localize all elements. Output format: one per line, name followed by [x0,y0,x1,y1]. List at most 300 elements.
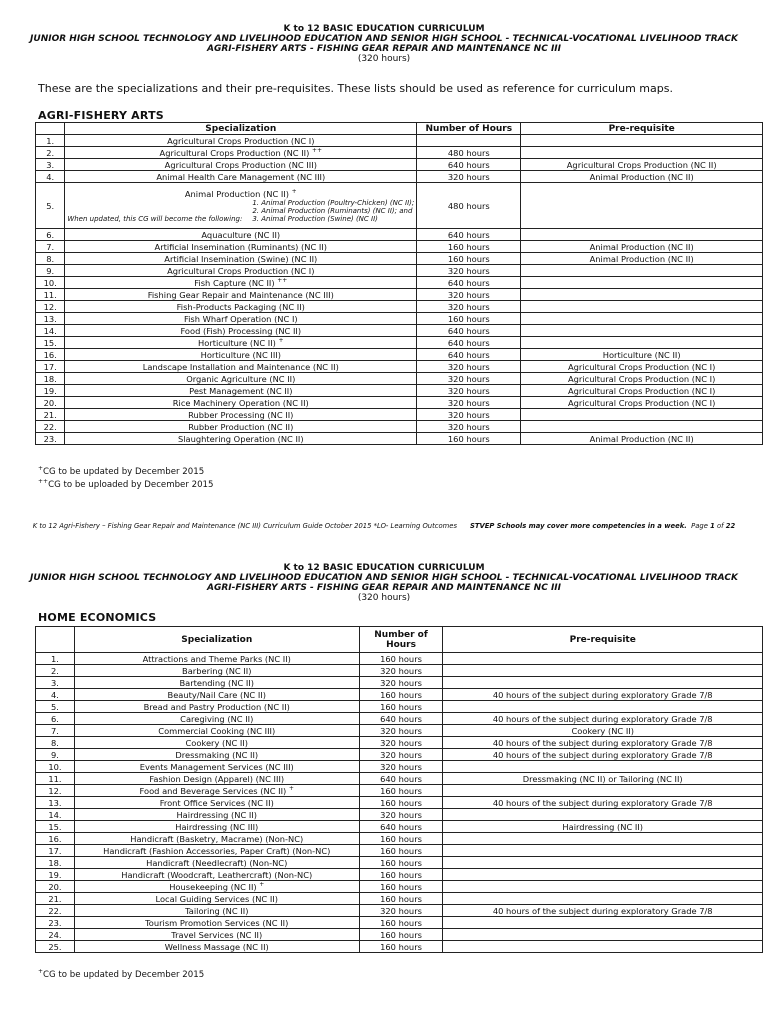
table-row [36,301,763,313]
row-number: 13. [36,313,65,325]
table-row [36,893,763,905]
prerequisite-cell: Animal Production (NC II) [521,433,763,445]
hours-cell: 640 hours [417,349,521,361]
hours-cell: 640 hours [359,713,443,725]
row-number: 20. [36,881,75,893]
specialization-cell [74,917,359,929]
row-number: 11. [36,289,65,301]
specialization-cell [74,893,359,905]
prerequisite-cell [521,183,763,229]
prerequisite-cell [443,869,763,881]
row-number: 14. [36,809,75,821]
footnote-mark: + [259,880,265,888]
table-row [36,337,763,349]
specialization-cell [65,301,417,313]
row-number: 1. [36,135,65,147]
row-number: 5. [36,183,65,229]
table-row [36,385,763,397]
specialization-name: Rice Machinery Operation (NC II) [172,397,309,408]
hours-cell: 320 hours [417,289,521,301]
document-header-page-2 [0,563,768,603]
specialization-name: Handicraft (Basketry, Macrame) (Non-NC) [130,833,304,844]
prerequisite-cell [443,785,763,797]
hours-cell [417,135,521,147]
row-number: 8. [36,253,65,265]
row-number: 3. [36,677,75,689]
section-title-agri-fishery: AGRI-FISHERY ARTS [38,109,164,122]
row-number: 12. [36,785,75,797]
hours-cell: 160 hours [359,689,443,701]
hours-cell: 160 hours [359,845,443,857]
specialization-name: Pest Management (NC II) [189,385,293,396]
hours-cell: 160 hours [359,857,443,869]
prerequisite-cell: 40 hours of the subject during exploratory Grade 7/8 [443,797,763,809]
prerequisite-cell: Horticulture (NC II) [521,349,763,361]
row-number: 6. [36,229,65,241]
row-number: 24. [36,929,75,941]
home-economics-rows [36,653,763,953]
specialization-name: Fashion Design (Apparel) (NC III) [149,773,285,784]
specialization-cell [65,147,417,159]
specialization-name: Wellness Massage (NC II) [164,941,269,952]
specialization-cell [74,821,359,833]
column-header-number [36,123,65,135]
footnote-mark: + [291,187,297,195]
table-row [36,737,763,749]
specialization-name: Organic Agriculture (NC II) [186,373,296,384]
hours-cell: 160 hours [359,869,443,881]
specialization-cell [74,677,359,689]
specialization-name: Caregiving (NC II) [180,713,254,724]
row-number: 2. [36,665,75,677]
header-line-3: AGRI-FISHERY ARTS - FISHING GEAR REPAIR AND MAINTENANCE NC III [206,583,562,593]
specialization-name: Agricultural Crops Production (NC II) [159,147,310,158]
hours-cell: 640 hours [417,277,521,289]
hours-cell: 320 hours [359,749,443,761]
hours-cell: 640 hours [359,773,443,785]
row-number: 13. [36,797,75,809]
prerequisite-cell [443,881,763,893]
specialization-cell [65,229,417,241]
table-row [36,881,763,893]
header-hours: (320 hours) [357,54,411,64]
prerequisite-cell: 40 hours of the subject during exploratory Grade 7/8 [443,737,763,749]
header-line-3: AGRI-FISHERY ARTS - FISHING GEAR REPAIR AND MAINTENANCE NC III [206,44,562,54]
table-row [36,929,763,941]
document-header [0,24,768,64]
specialization-cell [74,665,359,677]
table-row [36,845,763,857]
table-row [36,701,763,713]
specialization-name: Agricultural Crops Production (NC III) [164,159,317,170]
row-number: 9. [36,265,65,277]
row-number: 22. [36,421,65,433]
sub-specialization-item: 2. Animal Production (Ruminants) (NC II); and [252,206,413,215]
prerequisite-cell [443,665,763,677]
sub-specialization-list [242,199,414,223]
specialization-cell [65,397,417,409]
table-row [36,421,763,433]
footnote-uploaded [38,480,213,490]
row-number: 23. [36,433,65,445]
table-row [36,653,763,665]
prerequisite-cell [521,265,763,277]
specialization-name: Front Office Services (NC II) [159,797,274,808]
prerequisite-cell [443,833,763,845]
hours-cell: 160 hours [417,241,521,253]
footnote-text: CG to be updated by December 2015 [43,467,205,477]
hours-cell: 640 hours [417,229,521,241]
row-number: 18. [36,373,65,385]
table-row [36,713,763,725]
prerequisite-cell [443,761,763,773]
hours-cell: 320 hours [417,421,521,433]
row-number: 19. [36,385,65,397]
table-row [36,797,763,809]
row-number: 4. [36,689,75,701]
specialization-name: Artificial Insemination (Swine) (NC II) [164,253,318,264]
specialization-cell [65,171,417,183]
hours-cell: 320 hours [417,301,521,313]
prerequisite-cell: 40 hours of the subject during exploratory Grade 7/8 [443,713,763,725]
specialization-cell [74,713,359,725]
hours-cell: 160 hours [359,797,443,809]
specialization-cell [65,325,417,337]
specialization-cell [74,749,359,761]
table-row [36,677,763,689]
sub-specialization-item: 1. Animal Production (Poultry-Chicken) (NC II); [252,198,415,207]
prerequisite-cell: 40 hours of the subject during exploratory Grade 7/8 [443,689,763,701]
column-header-prerequisite: Pre-requisite [443,627,763,653]
table-row [36,349,763,361]
table-row [36,833,763,845]
specialization-cell [65,421,417,433]
specialization-name: Fish Capture (NC II) [194,277,275,288]
specialization-cell [65,361,417,373]
specialization-name: Commercial Cooking (NC III) [158,725,276,736]
specialization-cell [74,869,359,881]
prerequisite-cell [521,135,763,147]
footnote-mark: ++ [277,276,288,284]
section-title-home-economics: HOME ECONOMICS [38,611,157,624]
prerequisite-cell [443,929,763,941]
table-header-row [36,627,763,653]
hours-cell: 320 hours [417,361,521,373]
specialization-name: Agricultural Crops Production (NC I) [167,265,315,276]
table-row [36,361,763,373]
row-number: 21. [36,893,75,905]
specialization-cell [65,409,417,421]
table-row [36,809,763,821]
header-line-2: JUNIOR HIGH SCHOOL TECHNOLOGY AND LIVELIHOOD EDUCATION AND SENIOR HIGH SCHOOL - TECHNICAL-VOCATIONAL LIVELIHOOD TRACK [30,573,738,583]
specialization-cell [65,289,417,301]
row-number: 7. [36,725,75,737]
specialization-name: Animal Production (NC II) [184,188,290,199]
page-footer [0,522,768,530]
prerequisite-cell: Hairdressing (NC II) [443,821,763,833]
row-number: 16. [36,349,65,361]
hours-cell: 320 hours [359,737,443,749]
row-number: 7. [36,241,65,253]
table-row [36,433,763,445]
footer-page-number: 1 [710,522,715,530]
prerequisite-cell [521,337,763,349]
table-row [36,409,763,421]
hours-cell: 160 hours [417,253,521,265]
specialization-cell [74,833,359,845]
table-row [36,917,763,929]
hours-cell: 160 hours [359,917,443,929]
table-row [36,905,763,917]
header-hours: (320 hours) [357,593,411,603]
row-number: 12. [36,301,65,313]
specialization-cell [65,313,417,325]
row-number: 10. [36,761,75,773]
prerequisite-cell: Agricultural Crops Production (NC I) [521,397,763,409]
note-text: When updated, this CG will become the following: [67,214,243,223]
prerequisite-cell [443,845,763,857]
table-row [36,171,763,183]
specialization-name: Tourism Promotion Services (NC II) [145,917,289,928]
table-row [36,773,763,785]
table-row [36,785,763,797]
prerequisite-cell [443,653,763,665]
sub-specialization-item: 3. Animal Production (Swine) (NC II) [252,214,378,223]
specialization-name: Aquaculture (NC II) [201,229,281,240]
specialization-cell [74,689,359,701]
prerequisite-cell [521,325,763,337]
specialization-note [67,199,414,223]
table-row [36,159,763,171]
prerequisite-cell [521,313,763,325]
row-number: 2. [36,147,65,159]
prerequisite-cell: Agricultural Crops Production (NC I) [521,361,763,373]
prerequisite-cell [521,421,763,433]
column-header-number [36,627,75,653]
specialization-name: Local Guiding Services (NC II) [155,893,278,904]
specialization-cell [74,701,359,713]
prerequisite-cell [443,917,763,929]
row-number: 16. [36,833,75,845]
prerequisite-cell [443,941,763,953]
row-number: 8. [36,737,75,749]
specialization-name: Agricultural Crops Production (NC I) [167,135,315,146]
hours-cell: 320 hours [359,905,443,917]
specialization-cell [65,135,417,147]
hours-cell: 160 hours [359,701,443,713]
prerequisite-cell: 40 hours of the subject during exploratory Grade 7/8 [443,905,763,917]
hours-cell: 160 hours [359,893,443,905]
table-row [36,821,763,833]
table-row [36,397,763,409]
hours-cell: 160 hours [417,313,521,325]
header-line-1: K to 12 BASIC EDUCATION CURRICULUM [283,24,485,34]
prerequisite-cell: Dressmaking (NC II) or Tailoring (NC II) [443,773,763,785]
specialization-name: Cookery (NC II) [185,737,249,748]
table-header-row [36,123,763,135]
hours-cell: 320 hours [417,265,521,277]
footer-of: of [717,522,724,530]
agri-fishery-table [35,122,763,445]
specialization-cell [74,941,359,953]
prerequisite-cell: Animal Production (NC II) [521,253,763,265]
specialization-cell [65,349,417,361]
hours-cell: 160 hours [359,785,443,797]
hours-cell: 320 hours [359,665,443,677]
prerequisite-cell: Animal Production (NC II) [521,171,763,183]
specialization-name: Food (Fish) Processing (NC II) [180,325,302,336]
row-number: 19. [36,869,75,881]
specialization-cell [74,809,359,821]
specialization-name: Artificial Insemination (Ruminants) (NC II) [154,241,328,252]
specialization-cell [65,253,417,265]
specialization-name: Handicraft (Woodcraft, Leathercraft) (Non-NC) [121,869,313,880]
table-row [36,665,763,677]
footnote-mark: ++ [312,146,323,154]
specialization-name: Animal Health Care Management (NC III) [156,171,326,182]
specialization-name: Dressmaking (NC II) [175,749,259,760]
table-row [36,857,763,869]
specialization-name: Hairdressing (NC III) [175,821,259,832]
header-line-1: K to 12 BASIC EDUCATION CURRICULUM [283,563,485,573]
row-number: 17. [36,845,75,857]
footnote-mark: + [38,968,44,976]
specialization-cell [65,277,417,289]
specialization-cell [74,929,359,941]
row-number: 21. [36,409,65,421]
table-row [36,241,763,253]
specialization-name: Housekeeping (NC II) [169,881,257,892]
specialization-name: Handicraft (Fashion Accessories, Paper Craft) (Non-NC) [103,845,331,856]
footnote-updated [38,970,204,980]
column-header-prerequisite: Pre-requisite [521,123,763,135]
hours-cell: 320 hours [417,397,521,409]
row-number: 17. [36,361,65,373]
table-row [36,229,763,241]
row-number: 20. [36,397,65,409]
prerequisite-cell [521,229,763,241]
row-number: 23. [36,917,75,929]
specialization-cell [74,653,359,665]
table-row [36,373,763,385]
table-row [36,725,763,737]
table-row [36,265,763,277]
row-number: 11. [36,773,75,785]
prerequisite-cell [521,301,763,313]
prerequisite-cell: 40 hours of the subject during exploratory Grade 7/8 [443,749,763,761]
table-row [36,135,763,147]
table-row [36,313,763,325]
footnote-text: CG to be uploaded by December 2015 [48,480,214,490]
row-number: 22. [36,905,75,917]
column-header-specialization: Specialization [65,123,417,135]
specialization-cell [65,433,417,445]
hours-cell: 640 hours [417,325,521,337]
specialization-cell [65,265,417,277]
table-row [36,183,763,229]
prerequisite-cell [443,677,763,689]
agri-fishery-rows [36,135,763,445]
row-number: 25. [36,941,75,953]
specialization-cell [74,761,359,773]
specialization-cell [74,773,359,785]
specialization-cell [74,845,359,857]
row-number: 18. [36,857,75,869]
specialization-name: Fish Wharf Operation (NC I) [183,313,298,324]
specialization-name: Handicraft (Needlecraft) (Non-NC) [146,857,288,868]
table-row [36,253,763,265]
header-line-2: JUNIOR HIGH SCHOOL TECHNOLOGY AND LIVELIHOOD EDUCATION AND SENIOR HIGH SCHOOL - TECHNICAL-VOCATIONAL LIVELIHOOD TRACK [30,34,738,44]
prerequisite-cell [521,147,763,159]
specialization-cell [74,905,359,917]
row-number: 5. [36,701,75,713]
specialization-name: Travel Services (NC II) [171,929,263,940]
prerequisite-cell: Animal Production (NC II) [521,241,763,253]
column-header-specialization: Specialization [74,627,359,653]
footnote-text: CG to be updated by December 2015 [43,970,205,980]
footnote-mark: + [38,465,44,473]
footnote-updated [38,467,204,477]
footnote-mark: + [288,784,294,792]
table-row [36,869,763,881]
hours-cell: 320 hours [359,809,443,821]
footer-page-label: Page [691,522,708,530]
row-number: 1. [36,653,75,665]
row-number: 15. [36,821,75,833]
specialization-name: Hairdressing (NC II) [176,809,258,820]
hours-cell: 160 hours [359,833,443,845]
hours-cell: 320 hours [417,171,521,183]
hours-cell: 160 hours [417,433,521,445]
specialization-cell [65,183,417,229]
table-row [36,147,763,159]
row-number: 3. [36,159,65,171]
specialization-name: Tailoring (NC II) [185,905,249,916]
specialization-cell [74,797,359,809]
table-row [36,941,763,953]
home-economics-table [35,626,763,953]
hours-cell: 320 hours [417,373,521,385]
hours-cell: 480 hours [417,147,521,159]
hours-cell: 320 hours [359,761,443,773]
specialization-cell [74,785,359,797]
hours-cell: 160 hours [359,929,443,941]
prerequisite-cell [521,289,763,301]
prerequisite-cell [521,409,763,421]
specialization-cell [65,385,417,397]
specialization-name: Bartending (NC II) [179,677,255,688]
footer-text: K to 12 Agri-Fishery – Fishing Gear Repair and Maintenance (NC III) Curriculum Guide October 2015 *LO- Learning Outcomes [32,522,458,530]
hours-cell: 160 hours [359,881,443,893]
table-row [36,749,763,761]
prerequisite-cell: Cookery (NC II) [443,725,763,737]
specialization-cell [65,337,417,349]
specialization-name: Events Management Services (NC III) [139,761,294,772]
table-row [36,325,763,337]
prerequisite-cell [443,893,763,905]
specialization-name: Rubber Processing (NC II) [188,409,294,420]
specialization-name: Fish-Products Packaging (NC II) [176,301,305,312]
specialization-name: Horticulture (NC II) [198,337,276,348]
specialization-name: Slaughtering Operation (NC II) [177,433,304,444]
table-row [36,761,763,773]
specialization-cell [65,159,417,171]
specialization-name: Barbering (NC II) [182,665,252,676]
specialization-name: Rubber Production (NC II) [188,421,294,432]
hours-cell: 320 hours [359,725,443,737]
row-number: 4. [36,171,65,183]
prerequisite-cell [443,809,763,821]
